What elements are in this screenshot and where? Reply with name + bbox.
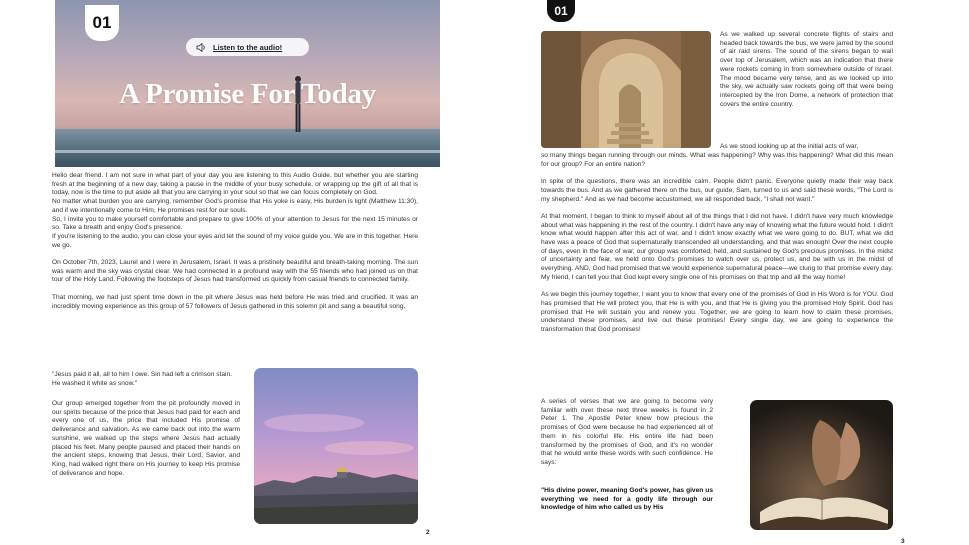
listen-audio-label[interactable]: Listen to the audio! [213, 42, 283, 52]
page-number: 3 [901, 538, 905, 545]
chapter-number-badge: 01 [85, 5, 119, 41]
calm-paragraph: In spite of the questions, there was an incredible calm. People didn't panic. Everyone quietly made their way back towards the bus. And as we gathered there on the bus, our guide, Sam, turned to us and said these words, "The Lord is my shepherd." And as we had become accustomed, we all responded back, "I shall not want." [541, 178, 893, 203]
hero-title: A Promise For Today [119, 78, 376, 110]
moment-paragraph: At that moment, I began to think to myself about all of the things that I did not have. I didn't have very much knowledge about what was happening in the rest of the country. I didn't have any way of knowing what the future would hold. I didn't know what would happen after this act of war, and I didn't know exactly what we were going to do. BUT, what we did have was a peace of God that supernaturally transcended all understanding, and that was enough! Over the next couple of days, even in the face of war, our group was comforted, held, and sustained by God's precious promises. In the midst of uncertainty and fear, we held onto God's promises to watch over us, protect us, and be with us in the midst of everything. AND, God had promised that we would experience supernatural peace—we clung to that promise every day. My friend, I can tell you that God kept every single one of his promises on that trip and all the way home! [541, 212, 893, 281]
intro-paragraph: No matter what burden you are carrying, remember God's promise that His yoke is easy, His burden is light (Matthew 11:30), and if we intentionally come to Him, He promises rest for our souls. [52, 198, 418, 214]
story-paragraph: Our group emerged together from the pit profoundly moved in our spirits because of the price that Jesus had paid for each and every one of us, the price that included His promise of deliverance and salvation. As we came back out into the warm sunshine, we walked up the steps where Jesus had actually placed his feet. Many people paused and placed their hands on the ancient steps, knowing that Jesus, their Lord, Savior, and King, had walked right there on His journey to keep His promise of deliverance and hope. [52, 400, 240, 477]
page-number: 2 [426, 529, 430, 536]
hero-sea [55, 129, 440, 167]
intro-paragraph: So, I invite you to make yourself comfortable and prepare to give 100% of your attention to Jesus for the next 15 minutes or so. Take a breath and enjoy God's presence. [52, 215, 418, 232]
intro-text [52, 172, 418, 311]
song-quote: "Jesus paid it all, all to him I owe. Sin had left a crimson stain. He washed it white as snow." [52, 371, 232, 387]
story-paragraph: On October 7th, 2023, Laurel and I were in Jerusalem, Israel. It was a pristinely beautiful and breath-taking morning. The sun was warm and the sky was crystal clear. We had connected in a profound way with the 55 friends who had joined us on that tour of the Holy Land. Following the footsteps of Jesus had transformed us quickly from casual friends to connected family. [52, 259, 418, 284]
story-paragraph: That morning, we had just spent time down in the pit where Jesus was held before He was tried and crucified. It was an incredibly moving experience as this group of 57 followers of Jesus gathered in this solemn pit and sang a beautiful song, [52, 293, 418, 310]
top-paragraph: As we walked up several concrete flights of stairs and headed back towards the bus, we were jarred by the sound of air raid sirens. The sound of the sirens began to wail over top of Jerusalem, which was an indication that there were rockets coming in from somewhere outside of Israel. The mood became very tense, and as we looked up into the sky, we actually saw rockets going off that were being intercepted by the Iron Dome, a network of protection that covers the entire country. [720, 31, 893, 108]
speaker-icon [196, 43, 206, 52]
journey-paragraph: As we begin this journey together, I want you to know that every one of the promises of God in His Word is for YOU. God has promised that He will protect you, that He is with you, and that He is giving you the promised Holy Spirit. God has promised that He will sustain you and renew you. Together, we are going to learn how to claim these promises, understand these promises, and live out these promises! Every single day, we are going to experience the transformation that God promises! [541, 291, 893, 334]
war-paragraph: so many things began running through our minds. What was happening? Why was this happening? What did this mean for our group? For an entire nation? [541, 152, 893, 168]
main-text [541, 152, 893, 335]
praying-hands-bible-photo [750, 400, 893, 530]
listen-audio-button[interactable] [186, 38, 309, 56]
bold-quote: "His divine power, meaning God's power, has given us everything we need for a godly life through our knowledge of him who called us by His [541, 487, 713, 512]
war-paragraph-start: As we stood looking up at the initial acts of war, [720, 143, 859, 150]
verses-paragraph: A series of verses that we are going to become very familiar with over these next three weeks is found in 2 Peter 1. The Apostle Peter knew how precious the promises of God were because he had experienced all of them in his colorful life. His entire life had been transformed by the promises of God, and it's no wonder that he would write these words with such confidence. He says: [541, 398, 713, 466]
intro-paragraph: Hello dear friend. I am not sure in what part of your day you are listening to this Audio Guide, but whether you are starting fresh at the beginning of a new day, taking a pause in the middle of your busy schedule, or wrapping up the gift of all that is today, now is the time to put aside all that you are carrying in your soul so that we can focus completely on God. [52, 172, 418, 197]
jerusalem-alley-photo [541, 31, 711, 148]
right-page [485, 0, 969, 545]
jerusalem-skyline-photo [254, 368, 418, 524]
left-page [0, 0, 484, 545]
chapter-number-badge: 01 [547, 0, 575, 22]
intro-paragraph: If you're listening to the audio, you can close your eyes and let the sound of my voice guide you. We are in this together. Here we go. [52, 232, 418, 249]
